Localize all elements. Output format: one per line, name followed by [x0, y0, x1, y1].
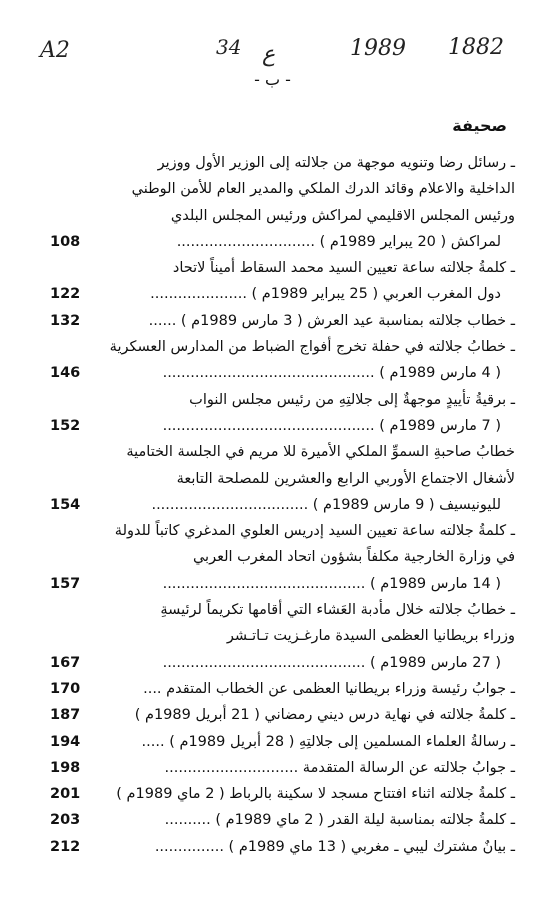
- toc-entry-text: لأشغال الاجتماع الأوربي الرابع والعشرين للمصلحة التابعة: [176, 470, 515, 487]
- handwritten-year: 1989: [350, 36, 406, 61]
- toc-entry-text: ( 4 مارس 1989م ) ..............................................: [162, 365, 501, 382]
- toc-line: [50, 836, 515, 862]
- toc-line: [50, 731, 515, 757]
- toc-line: [50, 205, 515, 231]
- toc-line: [50, 599, 515, 625]
- toc-entry-text: ـ برقيةُ تأييدٍ موجهةٌ إلى جلالتِهِ من رئيس مجلس النواب: [189, 391, 515, 408]
- toc-page-number: 198: [50, 759, 81, 776]
- toc-page-number: 187: [50, 707, 81, 724]
- toc-line: [50, 389, 515, 415]
- toc-page-number: 154: [50, 496, 81, 513]
- toc-entry-text: ـ جوابُ جلالته عن الرسالة المتقدمة .............................: [164, 759, 515, 776]
- toc-entry-text: ـ بيانٌ مشترك ليبي ـ مغربي ( 13 ماي 1989م ) ...............: [154, 838, 515, 855]
- table-of-contents: [50, 152, 515, 862]
- toc-line: [50, 283, 515, 309]
- toc-page-number: 170: [50, 680, 81, 697]
- toc-entry-text: ـ كلمةُ جلالته ساعة تعيين السيد إدريس العلوي المدغري كاتباً للدولة: [114, 523, 515, 540]
- page-column-heading: صحيفة: [452, 116, 507, 135]
- toc-line: [50, 231, 515, 257]
- toc-line: [50, 704, 515, 730]
- toc-line: [50, 546, 515, 572]
- toc-page-number: 108: [50, 233, 81, 250]
- toc-page-number: 122: [50, 286, 81, 303]
- toc-entry-text: ـ كلمةُ جلالته ساعة تعيين السيد محمد السقاط أميناً لاتحاد: [172, 260, 515, 277]
- toc-entry-text: ( 14 مارس 1989م ) ............................................: [162, 575, 501, 592]
- toc-entry-text: ـ رسائل رضا وتنويه موجهة من جلالته إلى الوزير الأول ووزير: [157, 155, 515, 171]
- toc-entry-text: ( 27 مارس 1989م ) ............................................: [162, 654, 501, 671]
- toc-page-number: 152: [50, 417, 81, 434]
- toc-entry-text: دول المغرب العربي ( 25 يبراير 1989م ) .....................: [150, 286, 501, 303]
- toc-line: [50, 494, 515, 520]
- handwritten-code-left: A2: [40, 38, 70, 63]
- toc-entry-text: وزراء بريطانيا العظمى السيدة مارغـزيت تـاتـشر: [226, 628, 515, 645]
- toc-line: [50, 783, 515, 809]
- handwritten-letter: ع: [262, 42, 276, 67]
- toc-entry-text: في وزارة الخارجية مكلفاً بشؤون اتحاد المغرب العربي: [192, 549, 515, 566]
- toc-line: [50, 362, 515, 388]
- toc-entry-text: ـ خطابُ جلالته خلال مأدبة العَشاء التي أقامها تكريماً لرئيسةِ: [160, 602, 515, 619]
- toc-line: [50, 625, 515, 651]
- toc-line: [50, 573, 515, 599]
- toc-line: [50, 678, 515, 704]
- toc-line: [50, 178, 515, 204]
- toc-entry-text: لمراكش ( 20 يبراير 1989م ) ..............................: [176, 233, 501, 250]
- toc-line: [50, 336, 515, 362]
- toc-entry-text: ( 7 مارس 1989م ) ..............................................: [162, 417, 501, 434]
- toc-line: [50, 809, 515, 835]
- handwritten-code-right: 1882: [448, 35, 504, 60]
- toc-page-number: 146: [50, 365, 81, 382]
- toc-line: [50, 257, 515, 283]
- toc-entry-text: ـ خطاب جلالته بمناسبة عيد العرش ( 3 مارس 1989م ) ......: [148, 312, 515, 329]
- toc-line: [50, 415, 515, 441]
- toc-page-number: 194: [50, 733, 81, 750]
- toc-page-number: 201: [50, 786, 81, 803]
- toc-entry-text: لليونيسيف ( 9 مارس 1989م ) ..................................: [151, 496, 501, 513]
- toc-entry-text: ورئيس المجلس الاقليمي لمراكش ورئيس المجلس البلدي: [170, 207, 515, 224]
- toc-entry-text: ـ جوابُ رئيسة وزراء بريطانيا العظمى عن الخطاب المتقدم ....: [143, 680, 515, 697]
- toc-page-number: 167: [50, 654, 81, 671]
- toc-line: [50, 520, 515, 546]
- toc-entry-text: ـ كلمةُ جلالته في نهاية درس ديني رمضاني ( 21 أبريل 1989م ): [134, 707, 515, 724]
- toc-line: [50, 152, 515, 178]
- page-marker: - ب -: [254, 70, 291, 89]
- toc-entry-text: ـ خطابُ جلالته في حفلة تخرج أفواج الضباط من المدارس العسكرية: [109, 339, 515, 356]
- toc-line: [50, 757, 515, 783]
- toc-entry-text: الداخلية والاعلام وقائد الدرك الملكي والمدير العام للأمن الوطني: [131, 181, 515, 198]
- toc-line: [50, 652, 515, 678]
- toc-page-number: 157: [50, 575, 81, 592]
- toc-entry-text: ـ كلمةُ جلالته اثناء افتتاح مسجد لا سكينة بالرباط ( 2 ماي 1989م ): [116, 786, 515, 803]
- toc-page-number: 203: [50, 812, 81, 829]
- toc-page-number: 132: [50, 312, 81, 329]
- toc-line: [50, 310, 515, 336]
- toc-line: [50, 468, 515, 494]
- toc-entry-text: ـ رسالةُ العلماء المسلمين إلى جلالتِهِ ( 28 أبريل 1989م ) .....: [141, 733, 515, 750]
- toc-page-number: 212: [50, 838, 81, 855]
- toc-line: [50, 441, 515, 467]
- toc-entry-text: خطابُ صاحبةِ السموِّ الملكي الأميرة للا مريم في الجلسة الختامية: [126, 444, 515, 461]
- handwritten-number: 34: [216, 35, 242, 59]
- toc-entry-text: ـ كلمةُ جلالته بمناسبة ليلة القدر ( 2 ماي 1989م ) ..........: [164, 812, 515, 829]
